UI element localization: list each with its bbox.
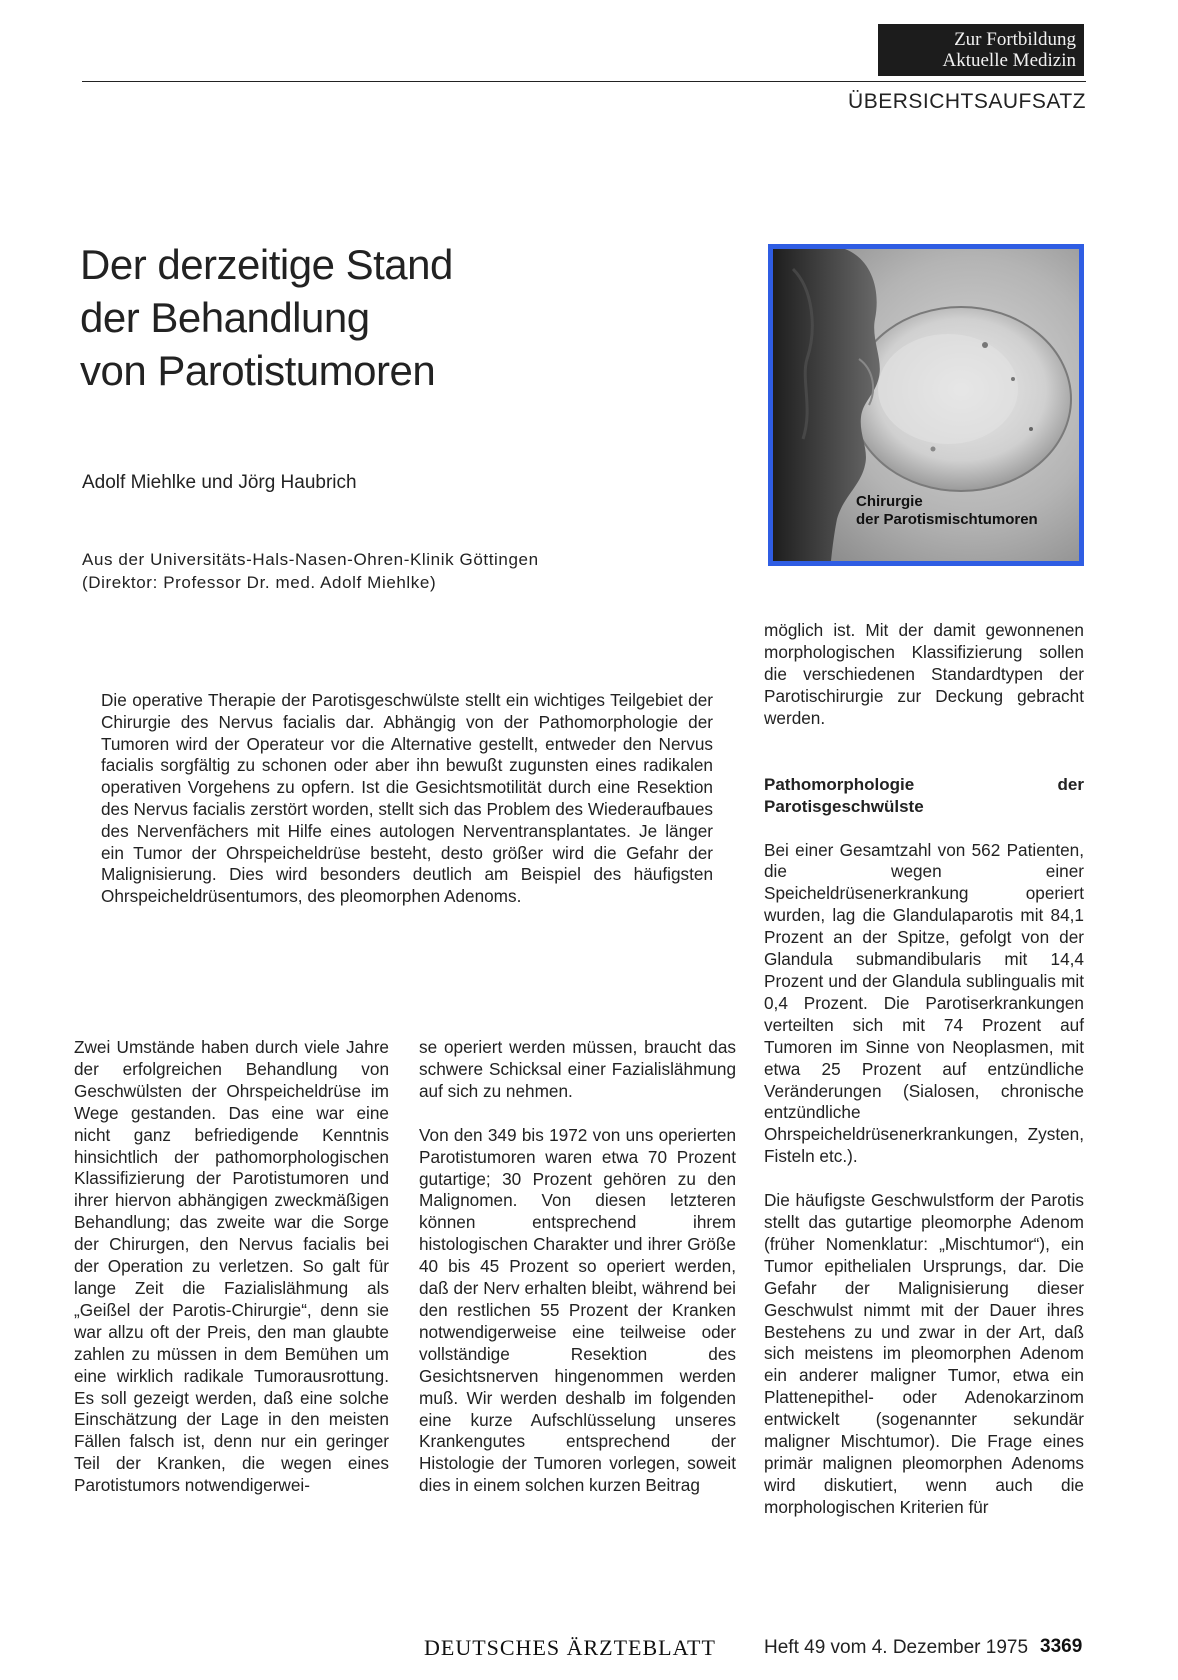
body-paragraph: Von den 349 bis 1972 von uns operierten Parotistumoren waren etwa 70 Prozent gutartige; 30 Prozent gehören zu den Malignomen. Von diesen letzteren können entsprechend ihrem histologischen Charakter und ihrer Größe 40 bis 45 Prozent so operiert werden, daß der Nerv erhalten bleibt, während bei den restlichen 55 Prozent der Kranken notwendigerweise eine teilweise oder vollständige Resektion des Gesichtsnerven hingenommen werden muß. Wir werden deshalb im folgenden eine kurze Aufschlüsselung unseres Krankengutes entsprechend der Histologie der Tumoren vorlegen, soweit dies in einem solchen kurzen Beitrag — [419, 1124, 736, 1496]
authors: Adolf Miehlke und Jörg Haubrich — [82, 472, 357, 493]
body-column-2 — [419, 1037, 736, 1497]
body-paragraph: möglich ist. Mit der damit gewonnenen morphologischen Klassifizierung sollen die verschiedenen Standardtypen der Parotischirurgie zur Deckung gebracht werden. — [764, 620, 1084, 728]
figure-caption-line-2: der Parotismischtumoren — [856, 511, 1038, 528]
badge-line-1: Zur Fortbildung — [954, 29, 1076, 50]
affiliation-line-2: (Direktor: Professor Dr. med. Adolf Miehlke) — [82, 573, 437, 592]
header-rule — [82, 81, 1086, 82]
body-column-1 — [74, 1037, 389, 1497]
affiliation — [82, 548, 539, 594]
section-heading: Pathomorphologie der Parotisgeschwülste — [764, 774, 1084, 816]
body-column-3 — [764, 620, 1084, 1519]
figure-caption-line-1: Chirurgie — [856, 493, 923, 510]
abstract: Die operative Therapie der Parotisgeschwülste stellt ein wichtiges Teilgebiet der Chirurgie des Nervus facialis dar. Abhängig von der Pathomorphologie der Tumoren wird der Operateur vor die Alternative gestellt, entweder den Nervus facialis sorgfältig zu schonen oder aber ihn bewußt zugunsten eines radikalen operativen Vorgehens zu opfern. Ist die Gesichtsmotilität durch eine Resektion des Nervus facialis zerstört worden, stellt sich das Problem des Wiederaufbaues des Nervenfächers mit Hilfe eines autologen Nerventransplantates. Je länger ein Tumor der Ohrspeicheldrüse besteht, desto größer wird die Gefahr der Malignisierung. Dies wird besonders deutlich am Beispiel des häufigsten Ohrspeicheldrüsentumors, des pleomorphen Adenoms. — [101, 690, 713, 907]
page-number: 3369 — [1040, 1636, 1083, 1657]
body-paragraph: Die häufigste Geschwulstform der Parotis stellt das gutartige pleomorphe Adenom (früher Nomenklatur: „Mischtumor“), ein Tumor epithelialen Ursprungs, dar. Die Gefahr der Malignisierung dieser Geschwulst nimmt mit der Dauer ihres Bestehens zu und zwar in der Art, daß sich meistens im pleomorphen Adenom ein anderer maligner Tumor, etwa ein Plattenepithel- oder Adenokarzinom entwickelt (sogenannter sekundär maligner Mischtumor). Die Frage eines primär malignen pleomorphen Adenoms wird diskutiert, wenn auch die morphologischen Kriterien für — [764, 1190, 1084, 1517]
figure-caption — [856, 493, 1038, 529]
body-paragraph: Zwei Umstände haben durch viele Jahre der erfolgreichen Behandlung von Geschwülsten der Ohrspeicheldrüse im Wege gestanden. Das eine war eine nicht ganz befriedigende Kenntnis hinsichtlich der pathomorphologischen Klassifizierung der Parotistumoren und ihrer hiervon abhängigen zweckmäßigen Behandlung; das zweite war die Sorge der Chirurgen, den Nervus facialis bei der Operation zu verletzen. So galt für lange Zeit die Fazialislähmung als „Geißel der Parotis-Chirurgie“, denn sie war allzu oft der Preis, den man glaubte zahlen zu müssen in dem Bemühen um eine wirklich radikale Tumorausrottung. Es soll gezeigt werden, daß eine solche Einschätzung der Lage in den meisten Fällen falsch ist, denn nur ein geringer Teil der Kranken, die wegen eines Parotistumors notwendigerwei- — [74, 1037, 389, 1496]
badge-line-2: Aktuelle Medizin — [942, 50, 1076, 71]
article-title — [80, 238, 453, 397]
body-paragraph: se operiert werden müssen, braucht das schwere Schicksal einer Fazialislähmung auf sich zu nehmen. — [419, 1037, 736, 1101]
title-line-2: der Behandlung — [80, 294, 370, 341]
section-label: ÜBERSICHTSAUFSATZ — [848, 90, 1086, 113]
body-paragraph: Bei einer Gesamtzahl von 562 Patienten, die wegen einer Speicheldrüsenerkrankung operiert wurden, lag die Glandulaparotis mit 84,1 Prozent an der Spitze, gefolgt von der Glandula submandibularis mit 14,4 Prozent und der Glandula sublingualis mit 0,4 Prozent. Die Parotiserkrankungen verteilten sich mit 74 Prozent auf Tumoren im Sinne von Neoplasmen, mit etwa 25 Prozent auf entzündliche Veränderungen (Sialosen, chronische entzündliche Ohrspeicheldrüsenerkrankungen, Zysten, Fisteln etc.). — [764, 839, 1084, 1167]
title-line-3: von Parotistumoren — [80, 347, 436, 394]
category-badge — [878, 24, 1084, 76]
title-line-1: Der derzeitige Stand — [80, 241, 453, 288]
affiliation-line-1: Aus der Universitäts-Hals-Nasen-Ohren-Klinik Göttingen — [82, 550, 539, 569]
journal-name: DEUTSCHES ÄRZTEBLATT — [424, 1635, 716, 1660]
issue-info: Heft 49 vom 4. Dezember 1975 — [764, 1637, 1029, 1658]
